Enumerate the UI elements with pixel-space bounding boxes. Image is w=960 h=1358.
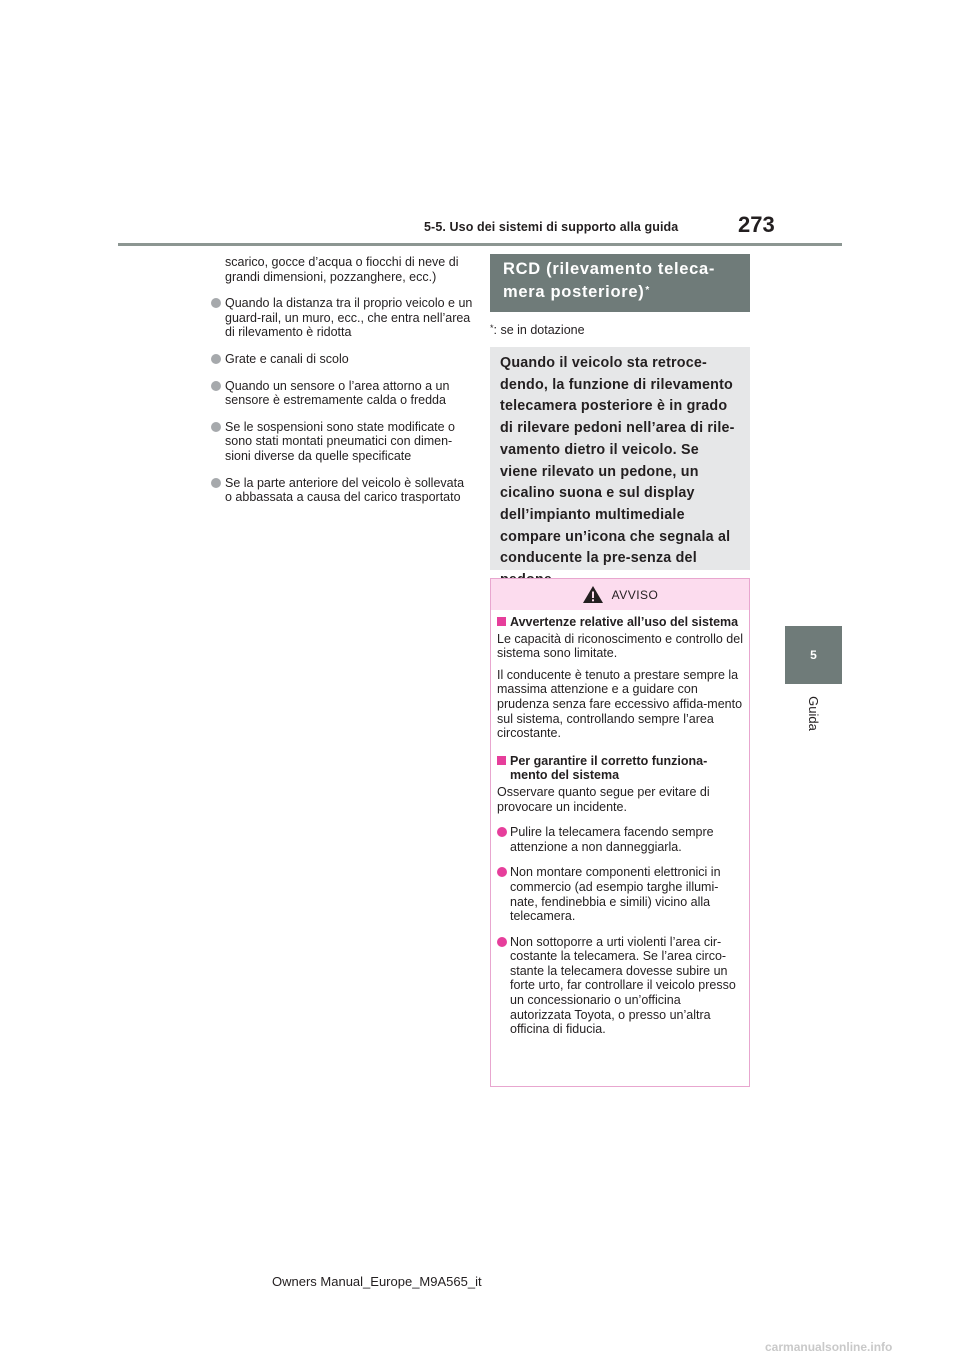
warning-list-item [497, 865, 743, 923]
chapter-label [788, 688, 838, 738]
warning-list-item [497, 825, 743, 854]
warning-box [490, 578, 750, 1087]
chapter-tab: 5 [785, 626, 842, 684]
list-item [211, 352, 473, 367]
watermark: carmanualsonline.info [765, 1340, 893, 1354]
warning-paragraph: Le capacità di riconoscimento e controllo del sistema sono limitate. [497, 631, 743, 661]
header-rule [118, 243, 842, 246]
warning-header [491, 579, 749, 610]
list-item [211, 296, 473, 340]
rcd-title-asterisk: * [645, 285, 651, 296]
list-item [211, 420, 473, 464]
rcd-intro-box [490, 347, 750, 570]
list-item-text: Grate e canali di scolo [225, 351, 349, 366]
bullet-dot-icon [211, 478, 221, 488]
square-bullet-icon [497, 617, 506, 626]
bullet-dot-icon [497, 937, 507, 947]
bullet-dot-icon [211, 354, 221, 364]
warning-paragraph: Osservare quanto segue per evitare di provocare un incidente. [497, 784, 710, 814]
chapter-label-text: Guida [805, 695, 821, 731]
list-item [211, 476, 473, 505]
warning-heading [497, 754, 743, 783]
warning-paragraph: Il conducente è tenuto a prestare sempre la massima attenzione e a guidare con prudenza senza fare eccessivo affida-mento sul sistema, controllando sempre l’area circostante. [497, 667, 743, 741]
continuation-text: scarico, gocce d’acqua o fiocchi di neve di grandi dimensioni, pozzanghere, ecc.) [225, 255, 459, 284]
page-number: 273 [738, 212, 775, 237]
warning-label: AVVISO [611, 587, 659, 602]
bullet-dot-icon [211, 381, 221, 391]
rcd-title-line2-row [503, 281, 750, 304]
rcd-intro-text: Quando il veicolo sta retroce-dendo, la funzione di rilevamento telecamera posteriore è in grado di rilevare pedoni nell’area di rile-vamento dietro il veicolo. Se viene rilevato un pedone, un cicalino suona e sul display dell’impianto multimediale compare un’icona che segnala al conducente la pre-senza del [500, 355, 735, 567]
footnote-mark: * [490, 323, 494, 333]
list-item-text: Quando la distanza tra il proprio veicolo e un guard-rail, un muro, ecc., che entra nell’area di rilevamento è ridotta [225, 296, 473, 340]
list-item [211, 379, 473, 408]
bullet-dot-icon [497, 867, 507, 877]
rcd-title-line2: mera posteriore) [503, 283, 645, 301]
list-item-text: Quando un sensore o l’area attorno a un sensore è estremamente calda o fredda [225, 378, 450, 408]
square-bullet-icon [497, 756, 506, 765]
warning-heading-text: Per garantire il corretto funziona-mento del sistema [510, 753, 708, 783]
bullet-dot-icon [211, 422, 221, 432]
warning-list-item [497, 935, 743, 1037]
rcd-section-title [490, 254, 750, 312]
warning-heading-text: Avvertenze relative all’uso del sistema [510, 615, 739, 629]
left-column [211, 255, 473, 517]
warning-list-item-text: Non montare componenti elettronici in commercio (ad esempio targhe illumi-nate, fendinebbia e simili) vicino alla telecamera. [510, 865, 721, 924]
warning-body [491, 610, 749, 1037]
warning-heading [497, 615, 743, 630]
bullet-dot-icon [211, 298, 221, 308]
rcd-footnote [490, 323, 585, 337]
list-item-text: Se le sospensioni sono state modificate o sono stati montati pneumatici con dimen-sioni diverse da quelle specificate [225, 419, 455, 463]
warning-list-item-text: Non sottoporre a urti violenti l’area cir-costante la telecamera. Se l’area circo-stante la telecamera dovesse subire un forte urto, far controllare il veicolo presso un concessionario o un’officina autorizzata Toyota, o presso un’altra officina di fiducia. [510, 934, 736, 1037]
warning-triangle-icon [582, 585, 604, 604]
footer-text: Owners Manual_Europe_M9A565_it [272, 1274, 482, 1289]
bullet-dot-icon [497, 827, 507, 837]
footnote-text: : se in dotazione [493, 323, 585, 337]
header-section-title: 5-5. Uso dei sistemi di supporto alla guida [424, 220, 679, 234]
list-item-text: Se la parte anteriore del veicolo è sollevata o abbassata a causa del carico trasportato [225, 475, 465, 505]
warning-list-item-text: Pulire la telecamera facendo sempre attenzione a non danneggiarla. [510, 825, 714, 854]
rcd-title-line1: RCD (rilevamento teleca- [503, 260, 716, 278]
